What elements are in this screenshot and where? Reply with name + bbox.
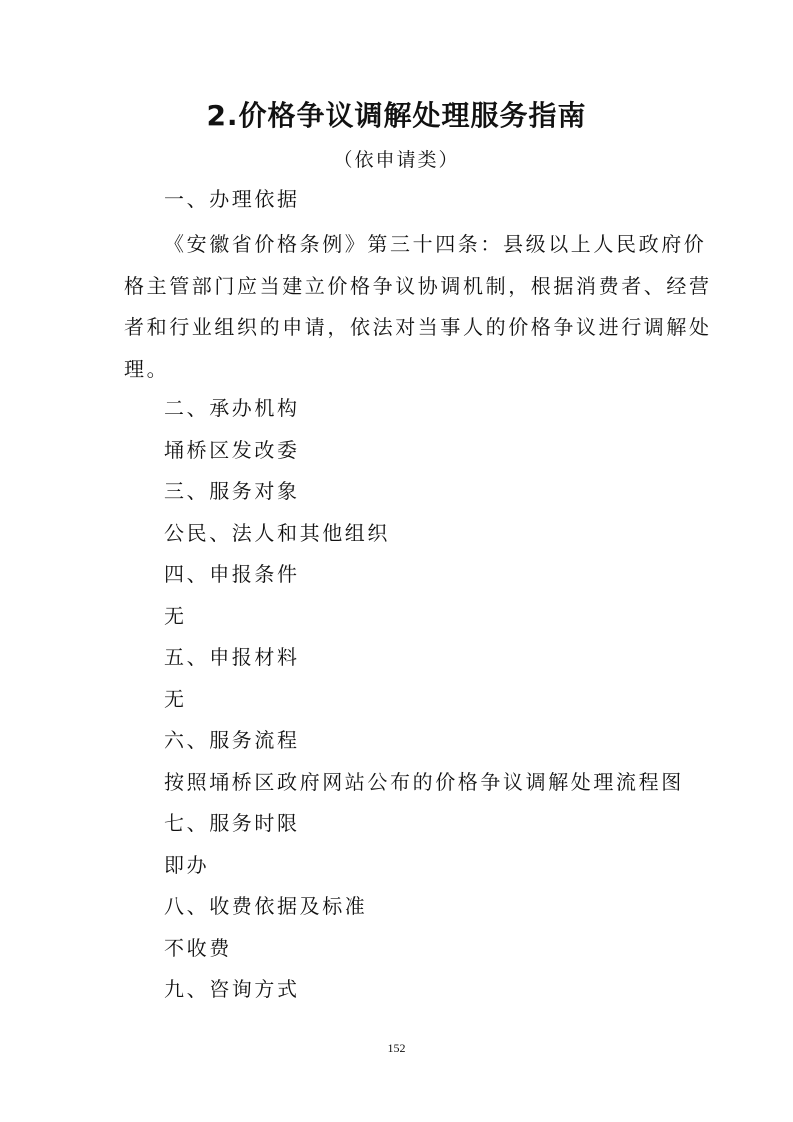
section-heading-process: 六、服务流程 bbox=[164, 728, 300, 752]
basis-line: 者和行业组织的申请，依法对当事人的价格争议进行调解处 bbox=[124, 315, 712, 339]
page-number: 152 bbox=[387, 1041, 406, 1055]
section-content-agency: 埇桥区发改委 bbox=[164, 438, 300, 462]
basis-line: 《安徽省价格条例》第三十四条：县级以上人民政府价 bbox=[164, 232, 707, 256]
section-heading-fees: 八、收费依据及标准 bbox=[164, 894, 368, 918]
section-heading-basis: 一、办理依据 bbox=[164, 187, 300, 211]
basis-paragraph bbox=[124, 224, 712, 390]
document-title: 2.价格争议调解处理服务指南 bbox=[206, 99, 587, 132]
section-heading-materials: 五、申报材料 bbox=[164, 645, 300, 669]
section-content-fees: 不收费 bbox=[164, 936, 232, 960]
section-content-process: 按照埇桥区政府网站公布的价格争议调解处理流程图 bbox=[164, 770, 684, 794]
section-content-audience: 公民、法人和其他组织 bbox=[164, 521, 390, 545]
section-heading-audience: 三、服务对象 bbox=[164, 479, 300, 503]
section-content-time-limit: 即办 bbox=[164, 853, 210, 877]
basis-line: 理。 bbox=[124, 356, 170, 381]
section-heading-conditions: 四、申报条件 bbox=[164, 562, 300, 586]
section-heading-contact: 九、咨询方式 bbox=[164, 977, 300, 1001]
basis-line: 格主管部门应当建立价格争议协调机制，根据消费者、经营 bbox=[124, 273, 712, 298]
section-heading-time-limit: 七、服务时限 bbox=[164, 811, 300, 835]
section-content-conditions: 无 bbox=[164, 604, 187, 628]
section-heading-agency: 二、承办机构 bbox=[164, 396, 300, 420]
document-subtitle: （依申请类） bbox=[333, 149, 460, 171]
section-content-materials: 无 bbox=[164, 687, 187, 711]
